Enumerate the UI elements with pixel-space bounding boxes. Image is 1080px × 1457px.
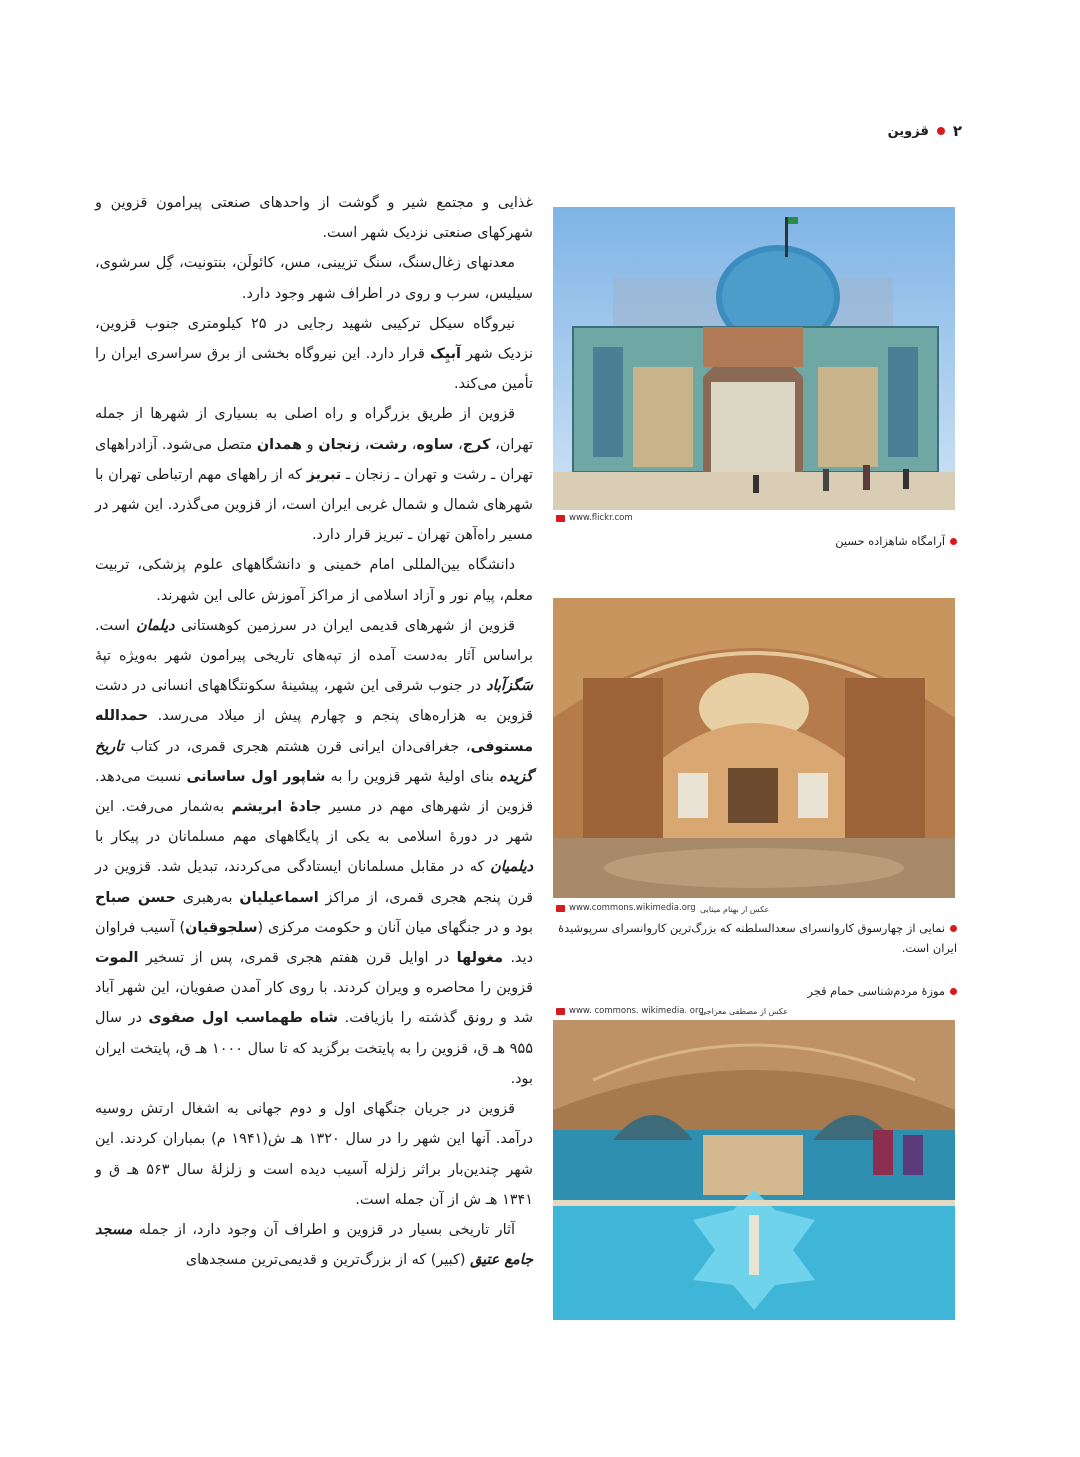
figure-caption: آرامگاه شاهزاده حسین [627, 531, 957, 551]
photo-credit: عکس از مصطفی معراجی [700, 1007, 788, 1016]
figure-caption: موزهٔ مردم‌شناسی حمام قجر [627, 981, 957, 1001]
camera-icon [556, 515, 565, 522]
body-text [95, 188, 533, 1275]
figure-caption: نمایی از چهارسوق کاروانسرای سعدالسلطنه که بزرگ‌ترین کاروانسرای سرپوشیدهٔ ایران است. [558, 921, 957, 955]
caravanserai-photo [553, 598, 955, 898]
image-source: www.commons.wikimedia.org [556, 903, 696, 913]
bullet-dot-icon [950, 988, 957, 995]
paragraph: آثار تاریخی بسیار در قزوین و اطراف آن وجود دارد، از جمله مسجد جامع عتیق (کبیر) که از بزرگ‌ترین و قدیمی‌ترین مسجدهای [95, 1221, 533, 1269]
mausoleum-photo [553, 207, 955, 510]
paragraph: قزوین در جریان جنگهای اول و دوم جهانی به اشغال ارتش روسیه درآمد. آنها این شهر را در سال ۱۳۲۰ هـ ش(۱۹۴۱ م) بمباران کردند. این شهر چندین‌بار براثر زلزله آسیب دیده است و زلزلهٔ سال ۵۶۳ هـ ق و ۱۳۴۱ هـ ش از آن جمله است. [95, 1101, 533, 1208]
bullet-dot-icon [950, 538, 957, 545]
camera-icon [556, 905, 565, 912]
paragraph: معدنهای زغال‌سنگ، سنگ تزیینی، مس، کائولَن، بنتونیت، گِل سرشوی، سیلیس، سرب و روی در اطراف شهر وجود دارد. [95, 255, 533, 302]
page-number: ۲ [952, 122, 962, 140]
bullet-dot-icon [950, 925, 957, 932]
image-source: www. commons. wikimedia. org [556, 1006, 704, 1016]
paragraph: قزوین از شهرهای قدیمی ایران در سرزمین کوهستانی دیلمان است. براساس آثار به‌دست آمده از تپه‌های تاریخی پیرامون شهر به‌ویژه تپهٔ سَگزآباد در جنوب شرقی این شهر، پیشینهٔ سکونتگاههای انسانی در دشت قزوین به هزاره‌های پنجم و چهارم پیش از میلاد می‌رسد. حمدالله مستوفی، جغرافی‌دان ایرانی قرن هشتم هجری قمری، در کتاب تاریخ گزیده بنای اولیهٔ شهر قزوین را به شاپور اول ساسانی نسبت می‌دهد. قزوین از شهرهای مهم در مسیر جادهٔ ابریشم به‌شمار می‌رفت. این شهر در دورهٔ اسلامی به یکی از پایگاههای مهم مسلمانان در پیکار با دیلمیان که در مقابل مسلمانان ایستادگی می‌کردند، تبدیل شد. قزوین در قرن پنجم هجری قمری، از مراکز اسماعیلیان به‌رهبری حسن صباح بود و در جنگهای میان آنان و حکومت مرکزی (سلجوقیان) آسیب فراوان دید. مغولها در اوایل قرن هفتم هجری قمری، پس از تسخیر الموت قزوین را محاصره و ویران کردند. با روی کار آمدن صفویان، این شهر آباد شد و رونق گذشته را بازیافت. شاه طهماسب اول صفوی در سال ۹۵۵ هـ ق، قزوین را به پایتخت برگزید که تا سال ۱۰۰۰ هـ ق، پایتخت ایران بود. [95, 617, 534, 1087]
camera-icon [556, 1008, 565, 1015]
paragraph: قزوین از طریق بزرگراه و راه اصلی به بسیاری از شهرها از جمله تهران، کرج، ساوه، رشت، زنجان و همدان متصل می‌شود. آزادراههای تهران ـ رشت و تهران ـ زنجان ـ تبریز که از راههای مهم ارتباطی تهران با شهرهای شمال و شمال غربی ایران است، از قزوین می‌گذرد. این شهر در مسیر راه‌آهن تهران ـ تبریز قرار دارد. [95, 406, 533, 544]
paragraph: غذایی و مجتمع شیر و گوشت از واحدهای صنعتی پیرامون قزوین و شهرکهای صنعتی نزدیک شهر است. [95, 195, 533, 242]
page-header [888, 122, 962, 140]
image-source: www.flickr.com [556, 513, 633, 523]
paragraph: نیروگاه سیکل ترکیبی شهید رجایی در ۲۵ کیلومتری جنوب قزوین، نزدیک شهر آبیِک قرار دارد. این نیروگاه بخشی از برق سراسری ایران را تأمین می‌کند. [95, 315, 533, 393]
bathhouse-photo [553, 1020, 955, 1320]
bullet-dot-icon [937, 127, 945, 135]
chapter-title: قزوین [887, 123, 929, 139]
paragraph: دانشگاه بین‌المللی امام خمینی و دانشگاههای علوم پزشکی، تربیت معلم، پیام نور و آزاد اسلامی از مراکز آموزش عالی این شهرند. [95, 557, 533, 604]
photo-credit: عکس از بهنام مینایی [700, 905, 770, 914]
